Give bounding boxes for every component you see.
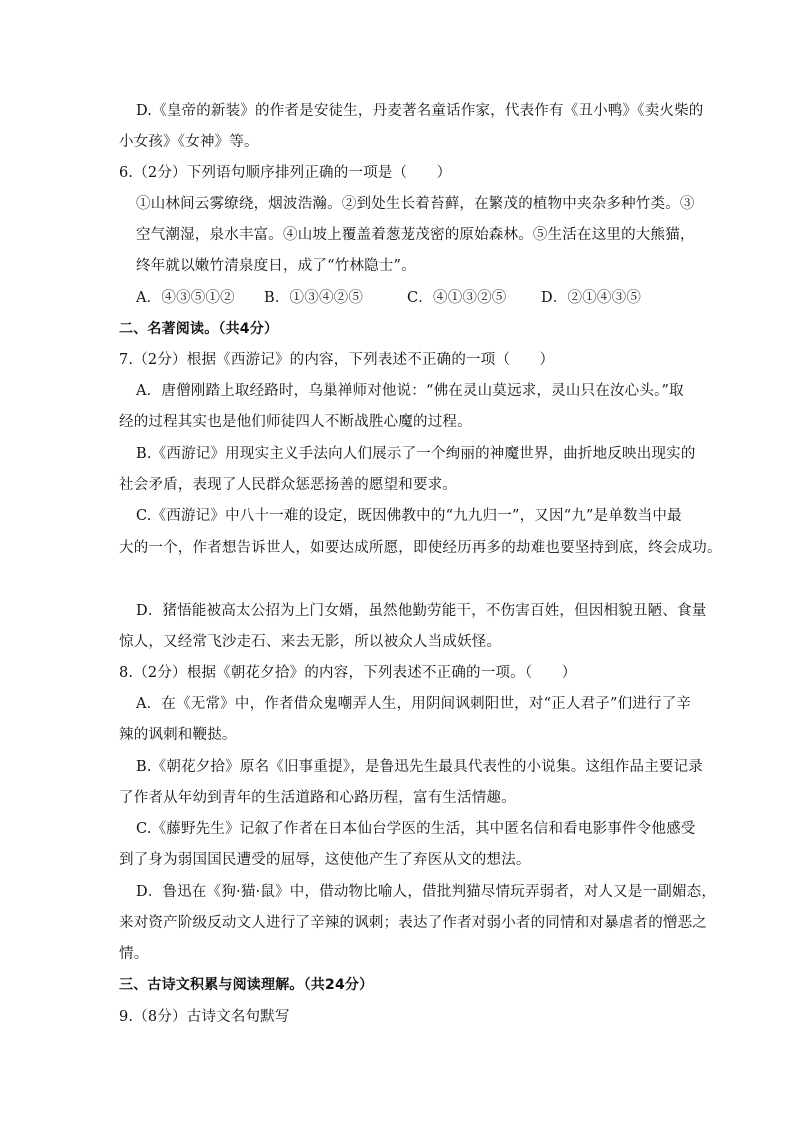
q7-option-d-line2: 惊人，又经常飞沙走石、来去无影，所以被众人当成妖怪。	[119, 634, 502, 650]
q8-option-c-line2: 到了身为弱国国民遭受的屈辱，这使他产生了弃医从文的想法。	[119, 852, 531, 868]
q8-option-d-line3: 情。	[119, 946, 149, 962]
q5-option-d-line1: D.《皇帝的新装》的作者是安徒生，丹麦著名童话作家，代表作有《丑小鸭》《卖火柴的	[136, 103, 704, 119]
q6-passage-line2: 空气潮湿，泉水丰富。④山坡上覆盖着葱茏茂密的原始森林。⑤生活在这里的大熊猫，	[136, 227, 695, 243]
q7-stem: 7.（2分）根据《西游记》的内容，下列表述不正确的一项（ ）	[119, 352, 555, 368]
q8-option-c-line1: C.《藤野先生》记叙了作者在日本仙台学医的生活，其中匿名信和看电影事件令他感受	[136, 821, 696, 837]
q8-option-a-line1: A．在《无常》中，作者借众鬼嘲弄人生，用阴间讽刺阳世，对“正人君子”们进行了辛	[136, 696, 692, 712]
section3-heading: 三、古诗文积累与阅读理解。（共24分）	[119, 977, 374, 993]
q6-stem: 6.（2分）下列语句顺序排列正确的一项是（ ）	[119, 165, 452, 181]
section2-heading: 二、名著阅读。（共4分）	[119, 321, 279, 337]
q8-option-d-line1: D．鲁迅在《狗·猫·鼠》中，借动物比喻人，借批判猫尽情玩弄弱者，对人又是一副媚态，	[136, 884, 717, 900]
q6-passage-line3: 终年就以嫩竹清泉度日，成了“竹林隐士”。	[136, 258, 416, 274]
q7-option-b-line2: 社会矛盾，表现了人民群众惩恶扬善的愿望和要求。	[119, 477, 458, 493]
q7-option-b-line1: B.《西游记》用现实主义手法向人们展示了一个绚丽的神魔世界，曲折地反映出现实的	[136, 446, 696, 462]
q7-option-a-line2: 经的过程其实也是他们师徒四人不断战胜心魔的过程。	[119, 414, 472, 430]
q6-option-c: C．④①③②⑤	[407, 290, 507, 306]
q6-option-d: D．②①④③⑤	[541, 290, 642, 306]
q8-option-d-line2: 来对资产阶级反动文人进行了辛辣的讽刺；表达了作者对弱小者的同情和对暴虐者的憎恶之	[119, 915, 707, 931]
q6-option-a: A．④③⑤①②	[136, 290, 235, 306]
q7-option-c-line2: 大的一个，作者想告诉世人，如要达成所愿，即使经历再多的劫难也要坚持到底，终会成功。	[119, 540, 722, 556]
q5-option-d-line2: 小女孩》《女神》等。	[119, 134, 259, 150]
q6-option-b: B．①③④②⑤	[264, 290, 364, 306]
q6-passage-line1: ①山林间云雾缭绕，烟波浩瀚。②到处生长着苔藓，在繁茂的植物中夹杂多种竹类。③	[136, 196, 695, 212]
q7-option-d-line1: D．猪悟能被高太公招为上门女婿，虽然他勤劳能干，不伤害百姓，但因相貌丑陋、食量	[136, 603, 707, 619]
q7-option-c-line1: C.《西游记》中八十一难的设定，既因佛教中的“九九归一”，又因“九”是单数当中最	[136, 508, 682, 524]
q6-options	[136, 288, 641, 308]
q9-stem: 9.（8分）古诗文名句默写	[119, 1009, 290, 1025]
q8-option-b-line2: 了作者从年幼到青年的生活道路和心路历程，富有生活情趣。	[119, 790, 516, 806]
q8-stem: 8.（2分）根据《朝花夕拾》的内容，下列表述不正确的一项。（ ）	[119, 665, 577, 681]
q8-option-a-line2: 辣的讽刺和鞭挞。	[119, 727, 237, 743]
q8-option-b-line1: B.《朝花夕拾》原名《旧事重提》，是鲁迅先生最具代表性的小说集。这组作品主要记录	[136, 759, 704, 775]
q7-option-a-line1: A．唐僧刚踏上取经路时，乌巢禅师对他说：“佛在灵山莫远求，灵山只在汝心头。”取	[136, 383, 684, 399]
